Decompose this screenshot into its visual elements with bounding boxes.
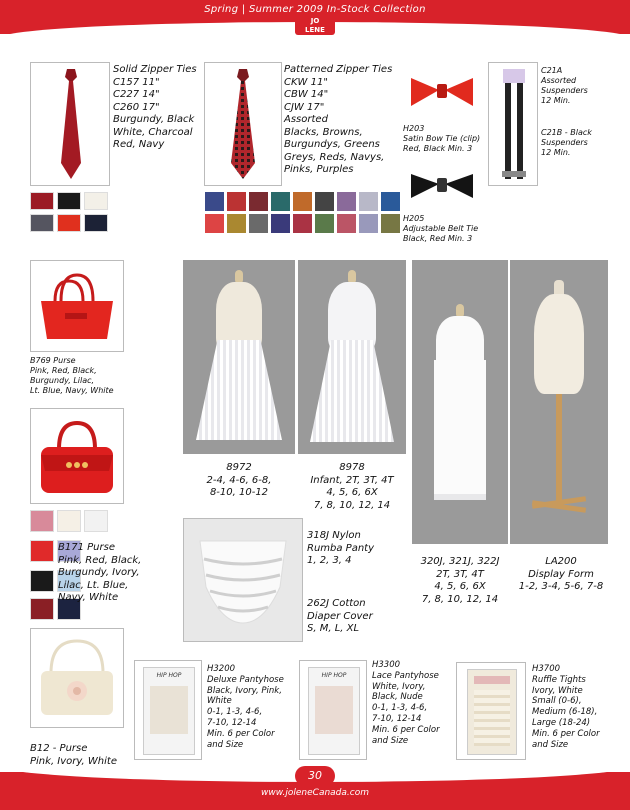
- swatch: [30, 510, 54, 532]
- swatch: [248, 191, 269, 212]
- page-number: 30: [295, 766, 335, 786]
- suspenders-icon: [489, 63, 537, 185]
- b12-text: B12 - Purse Pink, Ivory, White: [30, 743, 117, 767]
- swatch: [204, 191, 225, 212]
- h3300-text: H3300 Lace Pantyhose White, Ivory, Black, Nude 0-1, 1-3, 4-6, 7-10, 12-14 Min. 6 per Color and Size: [372, 660, 440, 746]
- 262j-text: 262J Cotton Diaper Cover S, M, L, XL: [307, 598, 373, 634]
- h3200-text: H3200 Deluxe Pantyhose Black, Ivory, Pink, White 0-1, 1-3, 4-6, 7-10, 12-14 Min. 6 per Color and Size: [207, 664, 284, 750]
- h203-text: H203 Satin Bow Tie (clip) Red, Black Min. 3: [403, 124, 481, 153]
- swatch: [30, 570, 54, 592]
- swatch: [30, 192, 54, 210]
- swatch: [292, 213, 313, 234]
- red-bowtie-photo: [403, 64, 481, 120]
- swatch: [30, 598, 54, 620]
- la200-text: LA200 Display Form 1-2, 3-4, 5-6, 7-8: [518, 556, 604, 592]
- 8972-text: 8972 2-4, 4-6, 6-8, 8-10, 10-12: [206, 462, 272, 498]
- la200-photo: [510, 260, 608, 544]
- package-label: HIP HOP: [321, 672, 347, 679]
- swatch: [270, 213, 291, 234]
- 318j-text: 318J Nylon Rumba Panty 1, 2, 3, 4: [307, 530, 375, 566]
- swatch: [30, 214, 54, 232]
- bowtie-icon: [403, 162, 481, 210]
- panty-icon: [184, 519, 302, 641]
- swatch: [226, 213, 247, 234]
- h3700-package-photo: [456, 662, 526, 760]
- solid-tie-swatches: [30, 192, 110, 240]
- swatch: [204, 213, 225, 234]
- c21a-text: C21A Assorted Suspenders 12 Min.: [541, 66, 588, 105]
- swatch: [57, 192, 81, 210]
- brand-logo: JO LENE: [295, 17, 335, 35]
- solid-tie-photo: [30, 62, 110, 186]
- purse-icon: [31, 629, 123, 727]
- swatch: [30, 540, 54, 562]
- footer-url[interactable]: www.joleneCanada.com: [261, 788, 369, 798]
- swatch: [358, 213, 379, 234]
- swatch: [84, 510, 108, 532]
- swatch: [57, 510, 81, 532]
- black-bowtie-photo: [403, 162, 481, 210]
- suspenders-photo: [488, 62, 538, 186]
- b171-text: B171 Purse Pink, Red, Black, Burgundy, Ivory, Lilac, Lt. Blue, Navy, White: [58, 542, 142, 603]
- swatch: [84, 214, 108, 232]
- swatch: [270, 191, 291, 212]
- b12-purse-photo: [30, 628, 124, 728]
- swatch: [314, 213, 335, 234]
- purse-icon: [31, 261, 123, 351]
- h205-text: H205 Adjustable Belt Tie Black, Red Min. 3: [403, 214, 479, 243]
- h3200-package-photo: [134, 660, 202, 760]
- swatch: [380, 213, 401, 234]
- 320j-text: 320J, 321J, 322J 2T, 3T, 4T 4, 5, 6, 6X 7, 8, 10, 12, 14: [420, 556, 500, 605]
- b769-text: B769 Purse Pink, Red, Black, Burgundy, Lilac, Lt. Blue, Navy, White: [30, 356, 114, 395]
- purse-icon: [31, 409, 123, 503]
- swatch: [226, 191, 247, 212]
- 8978-text: 8978 Infant, 2T, 3T, 4T 4, 5, 6, 6X 7, 8, 10, 12, 14: [310, 462, 394, 511]
- b171-purse-photo: [30, 408, 124, 504]
- swatch: [57, 214, 81, 232]
- header-title: Spring | Summer 2009 In-Stock Collection: [204, 4, 426, 15]
- swatch: [314, 191, 335, 212]
- h3300-package-photo: [299, 660, 367, 760]
- b769-purse-photo: [30, 260, 124, 352]
- patterned-tie-swatches: [204, 191, 404, 237]
- swatch: [84, 192, 108, 210]
- swatch: [336, 213, 357, 234]
- 8972-photo: [183, 260, 295, 454]
- h3700-text: H3700 Ruffle Tights Ivory, White Small (0-6), Medium (6-18), Large (18-24) Min. 6 per Color and Size: [532, 664, 600, 750]
- bowtie-icon: [403, 64, 481, 120]
- swatch: [248, 213, 269, 234]
- rumba-panty-photo: [183, 518, 303, 642]
- tie-icon: [205, 63, 281, 185]
- tie-icon: [31, 63, 109, 185]
- swatch: [292, 191, 313, 212]
- swatch: [358, 191, 379, 212]
- package-label: HIP HOP: [156, 672, 182, 679]
- 8978-photo: [298, 260, 406, 454]
- swatch: [336, 191, 357, 212]
- swatch: [380, 191, 401, 212]
- patterned-tie-photo: [204, 62, 282, 186]
- c21b-text: C21B - Black Suspenders 12 Min.: [541, 128, 592, 157]
- patterned-tie-text: Patterned Zipper Ties CKW 11" CBW 14" CJW 17" Assorted Blacks, Browns, Burgundys, Greens Greys, Reds, Navys, Pinks, Purples: [284, 64, 393, 175]
- solid-tie-text: Solid Zipper Ties C157 11" C227 14" C260 17" Burgundy, Black White, Charcoal Red, Navy: [113, 64, 197, 150]
- 320j-photo: [412, 260, 508, 544]
